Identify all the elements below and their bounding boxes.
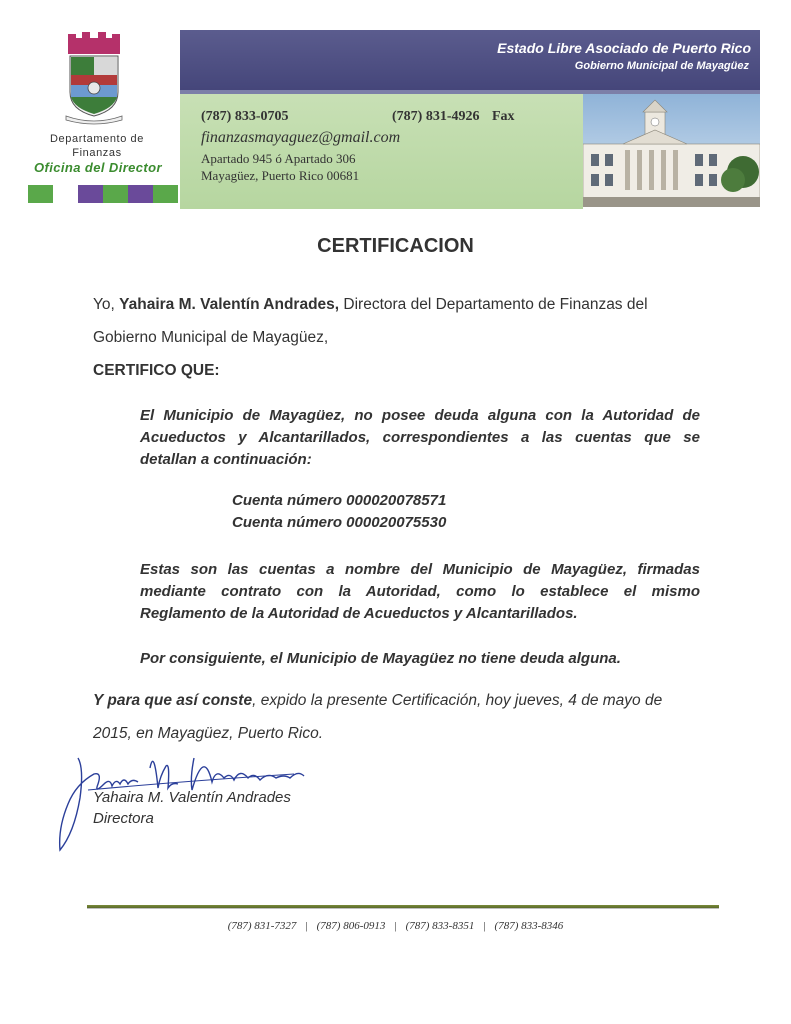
para2-line-3: Reglamento de la Autoridad de Acueductos y Alcantarillados. [140,605,578,622]
footer-phone-3: (787) 833-8351 [405,920,475,932]
intro-suffix: Directora del Departamento de Finanzas del [339,296,648,313]
office-label: Oficina del Director [34,160,162,175]
para3: Por consiguiente, el Municipio de Mayagüez no tiene deuda alguna. [140,650,621,667]
signature-title: Directora [93,810,154,827]
intro-line-2: Gobierno Municipal de Mayagüez, [93,329,329,346]
closing-line-1 [93,684,703,718]
signer-name: Yahaira M. Valentín Andrades, [119,296,340,313]
email-address: finanzasmayaguez@gmail.com [201,129,401,146]
government-name: Gobierno Municipal de Mayagüez [574,60,749,72]
color-stripes [28,185,178,203]
phone-number-1: (787) 833-0705 [201,109,289,124]
certify-heading: CERTIFICO QUE: [93,362,220,379]
city-hall-photo [583,90,760,207]
state-name: Estado Libre Asociado de Puerto Rico [497,40,751,56]
department-line-2: Finanzas [72,147,122,159]
para2-line-2: mediante contrato con la Autoridad, como lo establece el mismo [140,583,700,600]
para1-line-1: El Municipio de Mayagüez, no posee deuda alguna con la Autoridad de [140,407,700,424]
coat-of-arms-logo [62,32,126,126]
closing-text: , expido la presente Certificación, hoy jueves, 4 de mayo de [252,692,663,709]
closing-bold: Y para que así conste [93,692,253,709]
footer-phone-4: (787) 833-8346 [494,920,564,932]
footer-phone-2: (787) 806-0913 [316,920,386,932]
contact-box [180,90,583,209]
footer-separator: | [483,920,486,932]
footer-divider-shadow [87,908,719,909]
footer-phone-1: (787) 831-7327 [227,920,297,932]
closing-line-2: 2015, en Mayagüez, Puerto Rico. [93,725,324,742]
para1-line-2: Acueductos y Alcantarillados, correspondientes a las cuentas que se [140,429,700,446]
footer-phones [0,920,791,932]
fax-label: Fax [492,109,515,124]
intro-line-1 [93,296,648,314]
account-2: Cuenta número 000020075530 [232,514,447,531]
para1-line-3: detallan a continuación: [140,451,312,468]
address-line-2: Mayagüez, Puerto Rico 00681 [201,168,360,183]
address-line-1: Apartado 945 ó Apartado 306 [201,151,356,166]
document-title: CERTIFICACION [317,235,474,257]
department-line-1: Departamento de [50,133,144,145]
signature-name: Yahaira M. Valentín Andrades [93,789,291,806]
account-1: Cuenta número 000020078571 [232,492,447,509]
intro-prefix: Yo, [93,296,120,313]
footer-separator: | [394,920,397,932]
footer-separator: | [305,920,308,932]
para2-line-1: Estas son las cuentas a nombre del Municipio de Mayagüez, firmadas [140,561,700,578]
phone-number-2: (787) 831-4926 [392,109,480,124]
